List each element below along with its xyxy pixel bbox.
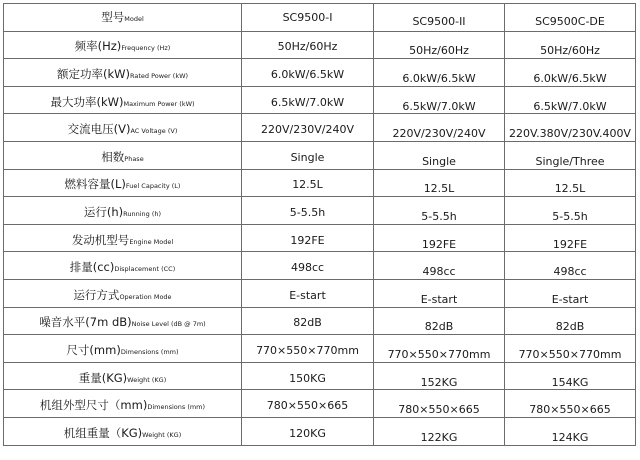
spec-value: 220V.380V/230V.400V [509, 127, 631, 141]
spec-value: 82dB [293, 316, 322, 330]
spec-value: 12.5L [554, 182, 586, 196]
header-label-sub: Model [124, 15, 144, 24]
spec-value-cell [374, 114, 505, 142]
spec-label-main: 交流电压(V) [67, 122, 131, 137]
spec-value-cell [374, 31, 505, 59]
spec-value-cell [374, 362, 505, 390]
spec-value: 5-5.5h [552, 209, 588, 223]
spec-value: 770×550×770mm [256, 343, 359, 357]
spec-value: 780×550×665 [529, 403, 611, 417]
spec-value: 154KG [551, 375, 589, 389]
spec-label-cell [4, 252, 242, 280]
spec-label-sub: Operation Mode [119, 292, 172, 301]
spec-label-sub: Displacement (CC) [114, 265, 176, 274]
spec-label-cell [4, 86, 242, 114]
spec-value-cell [505, 86, 636, 114]
spec-value-cell [505, 31, 636, 59]
spec-label-main: 运行(h) [83, 204, 124, 219]
model-name: SC9500-II [412, 14, 466, 28]
spec-value: 50Hz/60Hz [409, 44, 469, 58]
spec-row [4, 59, 636, 87]
model-header-3 [505, 4, 636, 32]
spec-row [4, 141, 636, 169]
spec-value-cell [374, 279, 505, 307]
spec-label-cell [4, 31, 242, 59]
spec-value: 12.5L [292, 178, 323, 192]
spec-value: 192FE [552, 237, 588, 251]
spec-label-sub: Frequency (Hz) [121, 44, 171, 53]
spec-value: E-start [551, 292, 589, 306]
spec-value-cell [505, 390, 636, 418]
spec-value: 192FE [421, 237, 457, 251]
spec-label-main: 额定功率(kW) [56, 66, 130, 81]
spec-label-cell [4, 141, 242, 169]
spec-label-cell [4, 59, 242, 87]
spec-value-cell [242, 114, 374, 142]
spec-label-cell [4, 307, 242, 335]
spec-value: 770×550×770mm [387, 347, 491, 361]
spec-value-cell [505, 169, 636, 197]
spec-label-main: 频率(Hz) [74, 39, 122, 54]
spec-value-cell [242, 307, 374, 335]
model-header-2 [374, 4, 505, 32]
spec-value-cell [242, 141, 374, 169]
spec-value-cell [242, 390, 374, 418]
spec-table [3, 3, 636, 446]
spec-label-main: 相数 [101, 149, 125, 164]
spec-value: 122KG [420, 430, 458, 444]
spec-value: Single [422, 154, 456, 168]
spec-value: 120KG [289, 426, 326, 440]
spec-row [4, 335, 636, 363]
spec-value-cell [374, 169, 505, 197]
spec-value-cell [242, 224, 374, 252]
spec-label-main: 排量(cc) [69, 260, 115, 275]
spec-label-cell [4, 335, 242, 363]
spec-value: 5-5.5h [289, 205, 326, 219]
spec-row [4, 362, 636, 390]
spec-value: 50Hz/60Hz [277, 40, 338, 54]
spec-value-cell [505, 224, 636, 252]
spec-label-sub: Fuel Capacity (L) [125, 182, 181, 191]
spec-label-sub: Maximum Power (kW) [123, 99, 195, 108]
spec-row [4, 224, 636, 252]
spec-row [4, 390, 636, 418]
spec-value-cell [242, 279, 374, 307]
spec-label-main: 燃料容量(L) [64, 177, 126, 192]
spec-value: 498cc [290, 261, 325, 275]
spec-row [4, 86, 636, 114]
spec-value: 6.0kW/6.5kW [402, 71, 476, 85]
spec-value: 50Hz/60Hz [540, 44, 600, 58]
spec-value: 82dB [424, 320, 454, 334]
spec-value-cell [374, 390, 505, 418]
spec-value: 150KG [289, 371, 326, 385]
spec-value: 6.5kW/7.0kW [270, 95, 345, 109]
spec-label-main: 机组重量（KG) [63, 425, 143, 440]
spec-value-cell [505, 307, 636, 335]
spec-value-cell [374, 417, 505, 445]
spec-value: 6.5kW/7.0kW [533, 99, 607, 113]
spec-label-sub: AC Voltage (V) [130, 127, 178, 136]
spec-value-cell [505, 335, 636, 363]
spec-value-cell [242, 417, 374, 445]
spec-value-cell [505, 59, 636, 87]
spec-value: 770×550×770mm [518, 347, 622, 361]
spec-value-cell [242, 335, 374, 363]
spec-label-main: 发动机型号 [71, 232, 130, 247]
spec-value: 152KG [420, 375, 458, 389]
spec-value: 498cc [553, 265, 587, 279]
spec-row [4, 197, 636, 225]
spec-value-cell [374, 335, 505, 363]
spec-value: 220V/230V/240V [392, 127, 486, 141]
spec-label-main: 运行方式 [73, 287, 120, 302]
spec-value-cell [242, 169, 374, 197]
spec-label-sub: Weight (KG) [142, 430, 182, 439]
spec-row [4, 169, 636, 197]
spec-value: Single/Three [535, 154, 605, 168]
spec-value: 498cc [422, 265, 456, 279]
spec-row [4, 279, 636, 307]
spec-value-cell [374, 86, 505, 114]
spec-label-main: 最大功率(kW) [50, 94, 124, 109]
spec-value-cell [505, 141, 636, 169]
spec-value: Single [290, 150, 325, 164]
spec-label-sub: Phase [124, 154, 144, 163]
header-label-cell [4, 4, 242, 32]
spec-value-cell [242, 86, 374, 114]
spec-label-main: 机组外型尺寸（mm) [39, 398, 148, 413]
spec-value-cell [505, 417, 636, 445]
spec-row [4, 114, 636, 142]
spec-value-cell [505, 252, 636, 280]
spec-label-cell [4, 362, 242, 390]
model-header-1 [242, 4, 374, 32]
spec-label-sub: Engine Model [129, 237, 174, 246]
header-label-main: 型号 [101, 10, 125, 25]
spec-label-cell [4, 169, 242, 197]
spec-value-cell [505, 279, 636, 307]
spec-label-cell [4, 417, 242, 445]
spec-value-cell [374, 197, 505, 225]
spec-value: 192FE [290, 233, 325, 247]
spec-value: 780×550×665 [266, 399, 349, 413]
spec-row [4, 252, 636, 280]
spec-label-cell [4, 279, 242, 307]
spec-label-sub: Weight (KG) [127, 375, 167, 384]
spec-value: 82dB [555, 320, 585, 334]
spec-label-sub: Dimensions (mm) [147, 403, 206, 412]
spec-label-sub: Running (h) [123, 209, 162, 218]
spec-value-cell [374, 252, 505, 280]
spec-value: 6.0kW/6.5kW [270, 67, 345, 81]
spec-value-cell [242, 252, 374, 280]
spec-value: 12.5L [423, 182, 455, 196]
spec-label-main: 尺寸(mm) [66, 342, 121, 357]
spec-value: 124KG [551, 430, 589, 444]
spec-value: E-start [420, 292, 458, 306]
spec-label-main: 重量(KG) [78, 370, 128, 385]
spec-label-cell [4, 197, 242, 225]
spec-value-cell [242, 59, 374, 87]
spec-value-cell [374, 141, 505, 169]
spec-value-cell [242, 362, 374, 390]
spec-value: 780×550×665 [398, 403, 480, 417]
spec-value: 6.0kW/6.5kW [533, 71, 607, 85]
header-row [4, 4, 636, 32]
spec-label-sub: Dimensions (mm) [120, 347, 179, 356]
spec-value: E-start [289, 288, 326, 302]
spec-value-cell [374, 59, 505, 87]
spec-label-main: 噪音水平(7m dB) [39, 315, 132, 330]
spec-value-cell [242, 197, 374, 225]
spec-row [4, 31, 636, 59]
spec-label-cell [4, 390, 242, 418]
spec-value: 6.5kW/7.0kW [402, 99, 476, 113]
spec-value-cell [374, 307, 505, 335]
spec-value-cell [374, 224, 505, 252]
spec-value: 220V/230V/240V [261, 123, 354, 137]
spec-value-cell [505, 362, 636, 390]
spec-label-sub: Rated Power (kW) [129, 71, 189, 80]
spec-label-cell [4, 114, 242, 142]
spec-label-cell [4, 224, 242, 252]
spec-row [4, 417, 636, 445]
spec-value: 5-5.5h [421, 209, 457, 223]
model-name: SC9500C-DE [535, 14, 605, 28]
spec-value-cell [505, 114, 636, 142]
spec-value-cell [242, 31, 374, 59]
spec-row [4, 307, 636, 335]
spec-value-cell [505, 197, 636, 225]
model-name: SC9500-I [282, 10, 333, 24]
spec-label-sub: Noise Level (dB @ 7m) [131, 320, 206, 329]
